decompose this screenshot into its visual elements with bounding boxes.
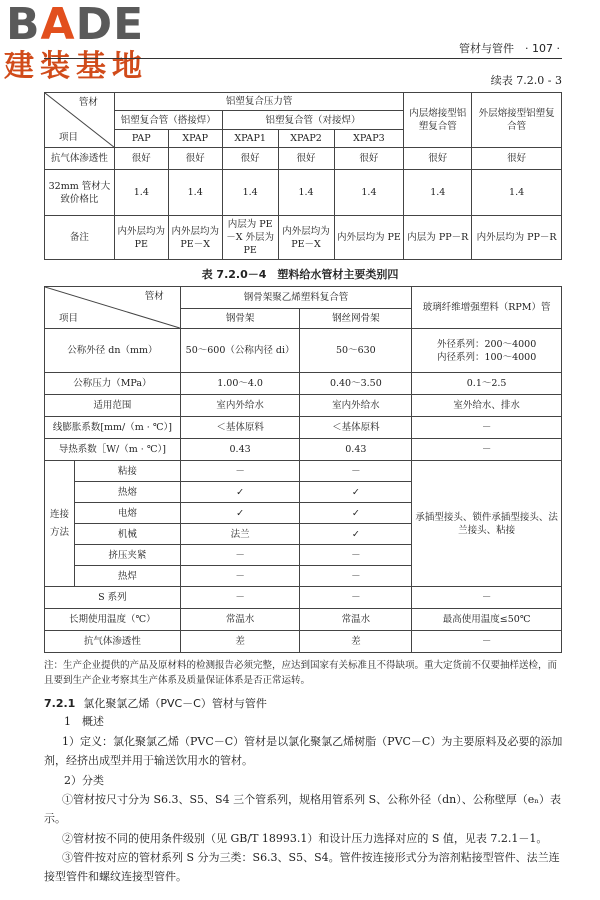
conn-method-label: 连接方法	[45, 461, 75, 587]
table1-col: XPAP	[168, 130, 222, 148]
table-row: 32mm 管材大致价格比 1.4 1.4 1.4 1.4 1.4 1.4 1.4	[45, 170, 562, 216]
table-row: 抗气体渗透性 很好 很好 很好 很好 很好 很好 很好	[45, 148, 562, 170]
table1-col-outer: 外层熔接型铝塑复合管	[472, 93, 562, 148]
table-row: 连接方法 粘接 － － 承插型接头、锁件承插型接头、法兰接头、粘接	[45, 461, 562, 482]
table2-col-b: 钢丝网骨架	[300, 309, 412, 329]
table1-group-main: 铝塑复合压力管	[114, 93, 404, 111]
conn-method-rpm: 承插型接头、锁件承插型接头、法兰接头、粘接	[412, 461, 562, 587]
subheading-overview: 1 概述	[64, 715, 104, 728]
table-row: 电熔 ✓ ✓	[45, 503, 562, 524]
table-row: 挤压夹紧 － －	[45, 545, 562, 566]
table-row: 长期使用温度（℃） 常温水 常温水 最高使用温度≤50℃	[45, 609, 562, 631]
table-row: 机械 法兰 ✓	[45, 524, 562, 545]
table1-group-lap: 铝塑复合管（搭接焊）	[114, 111, 222, 130]
paragraph-item-1: ①管材按尺寸分为 S6.3、S5、S4 三个管系列，规格用管系列 S、公称外径（dn）、公称壁厚（eₙ）表示。	[44, 793, 562, 825]
table2-group: 钢骨架聚乙烯塑料复合管	[180, 287, 412, 309]
table-row: 备注 内外层均为 PE 内外层均为 PE－X 内层为 PE－X 外层为 PE 内外层均为 PE－X 内外层均为 PE 内层为 PP－R 内外层均为 PP－R	[45, 216, 562, 260]
table-7-2-0-3-continued	[44, 92, 562, 260]
table-row: 适用范围 室内外给水 室内外给水 室外给水、排水	[45, 395, 562, 417]
table1-col: XPAP2	[278, 130, 334, 148]
table1-col: XPAP1	[222, 130, 278, 148]
page-number: · 107 ·	[525, 42, 560, 55]
table-row: 公称外径 dn（mm） 50～600（公称内径 di） 50～630 外径系列：200～4000 内径系列：100～4000	[45, 329, 562, 373]
table2-title: 表 7.2.0－4 塑料给水管材主要类别四	[201, 268, 399, 281]
table1-corner: 管材 项目	[45, 93, 115, 148]
table2-col-a: 钢骨架	[180, 309, 300, 329]
table-7-2-0-4	[44, 286, 562, 653]
table-row: 导热系数［W/（m · ℃）] 0.43 0.43 －	[45, 439, 562, 461]
table-row: S 系列 － － －	[45, 587, 562, 609]
table-row: 线膨胀系数[mm/（m · ℃）] ＜基体原料 ＜基体原料 －	[45, 417, 562, 439]
table1-col: XPAP3	[334, 130, 404, 148]
paragraph-item-2: ②管材按不同的使用条件级别（见 GB/T 18993.1）和设计压力选择对应的 S 值，见表 7.2.1－1。	[62, 832, 548, 845]
table-row: 热熔 ✓ ✓	[45, 482, 562, 503]
table2-col-c: 玻璃纤维增强塑料（RPM）管	[412, 287, 562, 329]
section-heading: 7.2.1 氯化聚氯乙烯（PVC－C）管材与管件	[44, 697, 267, 710]
running-header	[459, 40, 560, 56]
table1-col: PAP	[114, 130, 168, 148]
subheading-classification: 2）分类	[64, 774, 104, 787]
header-rule	[44, 58, 562, 59]
logo-subtitle: 建装基地	[4, 49, 148, 84]
table-row: 热焊 － －	[45, 566, 562, 587]
table1-continued-label: 续表 7.2.0 - 3	[490, 74, 562, 87]
table-note: 注：生产企业提供的产品及原材料的检测报告必须完整，应达到国家有关标准且不得缺项。重大定货前不仅要抽样送检，而且要到生产企业考察其生产体系及质量保证体系是否正常运转。	[44, 660, 558, 686]
paragraph-definition: 1）定义：氯化聚氯乙烯（PVC－C）管材是以氯化聚氯乙烯树脂（PVC－C）为主要原料及必要的添加剂，经挤出成型并用于输送饮用水的管材。	[44, 735, 563, 767]
table1-group-butt: 铝塑复合管（对接焊）	[222, 111, 404, 130]
logo: BADE	[6, 0, 145, 50]
table-row: 公称压力（MPa） 1.00～4.0 0.40～3.50 0.1～2.5	[45, 373, 562, 395]
section-name: 管材与管件	[459, 42, 515, 55]
table2-corner: 管材 项目	[45, 287, 181, 329]
table-row: 抗气体渗透性 差 差 －	[45, 631, 562, 653]
table1-col-inner: 内层熔接型铝塑复合管	[404, 93, 472, 148]
paragraph-item-3: ③管件按对应的管材系列 S 分为三类：S6.3、S5、S4。管件按连接形式分为溶剂粘接型管件、法兰连接型管件和螺纹连接型管件。	[44, 851, 560, 883]
